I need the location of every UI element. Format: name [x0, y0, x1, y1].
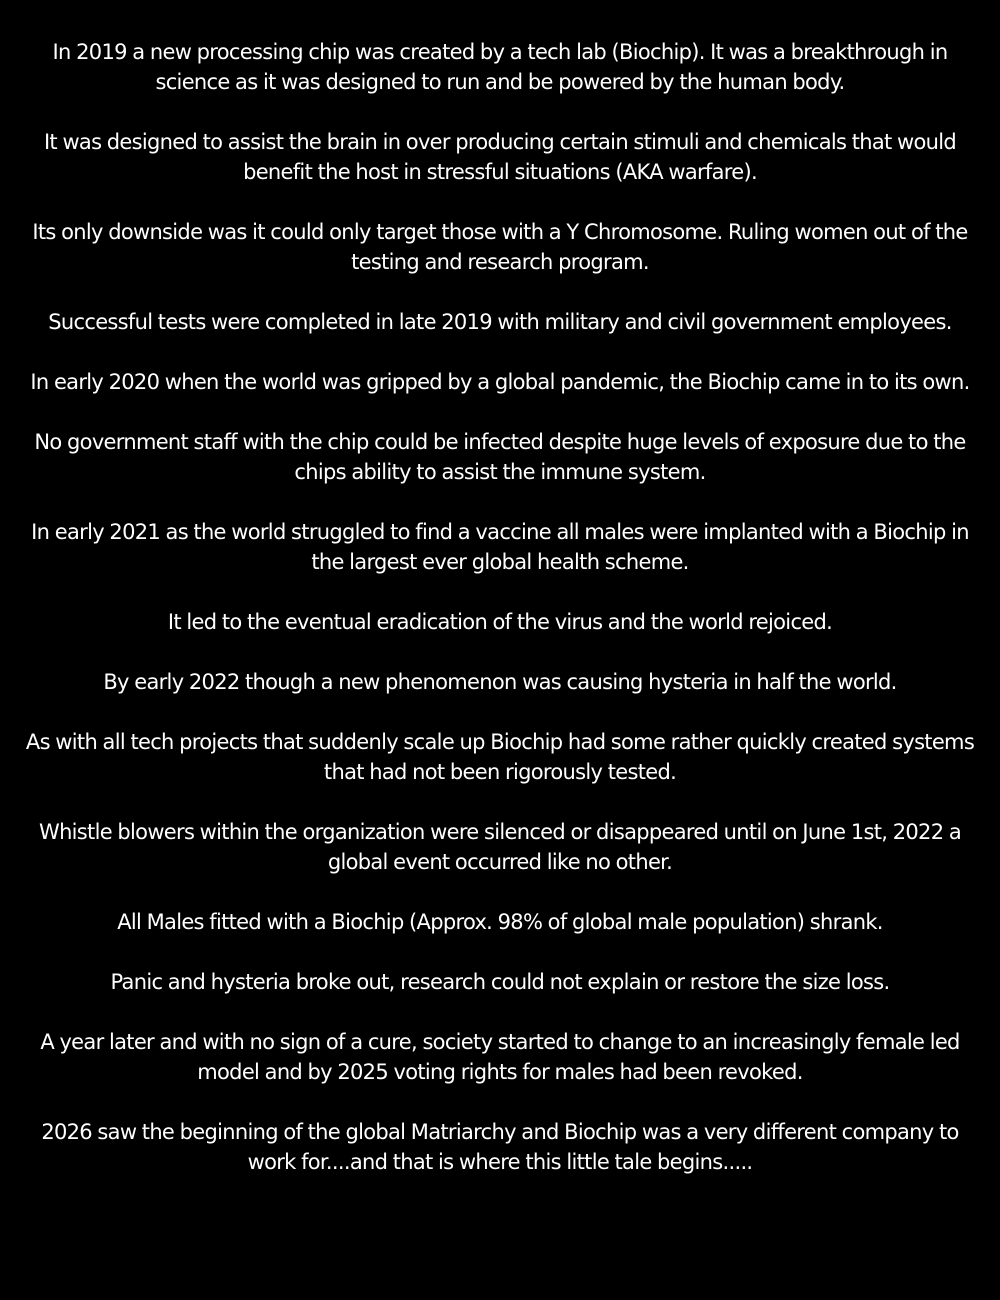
story-paragraph-11: Whistle blowers within the organization were silenced or disappeared until on June 1st, 2022 a global event occurred like no other. [39, 820, 961, 874]
story-paragraph-7: In early 2021 as the world struggled to find a vaccine all males were implanted with a Biochip in the largest ever global health scheme. [31, 520, 969, 574]
story-paragraph-13: Panic and hysteria broke out, research could not explain or restore the size loss. [110, 970, 890, 994]
story-paragraph-3: Its only downside was it could only target those with a Y Chromosome. Ruling women out of the testing and research program. [32, 220, 968, 274]
story-paragraph-9: By early 2022 though a new phenomenon was causing hysteria in half the world. [103, 670, 897, 694]
story-paragraph-2: It was designed to assist the brain in over producing certain stimuli and chemicals that would benefit the host in stressful situations (AKA warfare). [43, 130, 957, 184]
story-paragraph-5: In early 2020 when the world was gripped by a global pandemic, the Biochip came in to its own. [30, 370, 970, 394]
story-paragraph-4: Successful tests were completed in late 2019 with military and civil government employees. [48, 310, 952, 334]
story-paragraph-12: All Males fitted with a Biochip (Approx. 98% of global male population) shrank. [117, 910, 883, 934]
story-paragraph-6: No government staff with the chip could be infected despite huge levels of exposure due to the chips ability to assist the immune system. [34, 430, 966, 484]
story-paragraph-8: It led to the eventual eradication of the virus and the world rejoiced. [167, 610, 833, 634]
story-paragraph-10: As with all tech projects that suddenly scale up Biochip had some rather quickly created systems that had not been rigorously tested. [25, 730, 975, 784]
story-paragraph-14: A year later and with no sign of a cure, society started to change to an increasingly female led model and by 2025 voting rights for males had been revoked. [40, 1030, 960, 1084]
story-paragraph-1: In 2019 a new processing chip was created by a tech lab (Biochip). It was a breakthrough in science as it was designed to run and be powered by the human body. [52, 40, 948, 94]
story-paragraph-15: 2026 saw the beginning of the global Matriarchy and Biochip was a very different company to work for....and that is where this little tale begins..... [41, 1120, 959, 1174]
story-text [0, 37, 1000, 1207]
